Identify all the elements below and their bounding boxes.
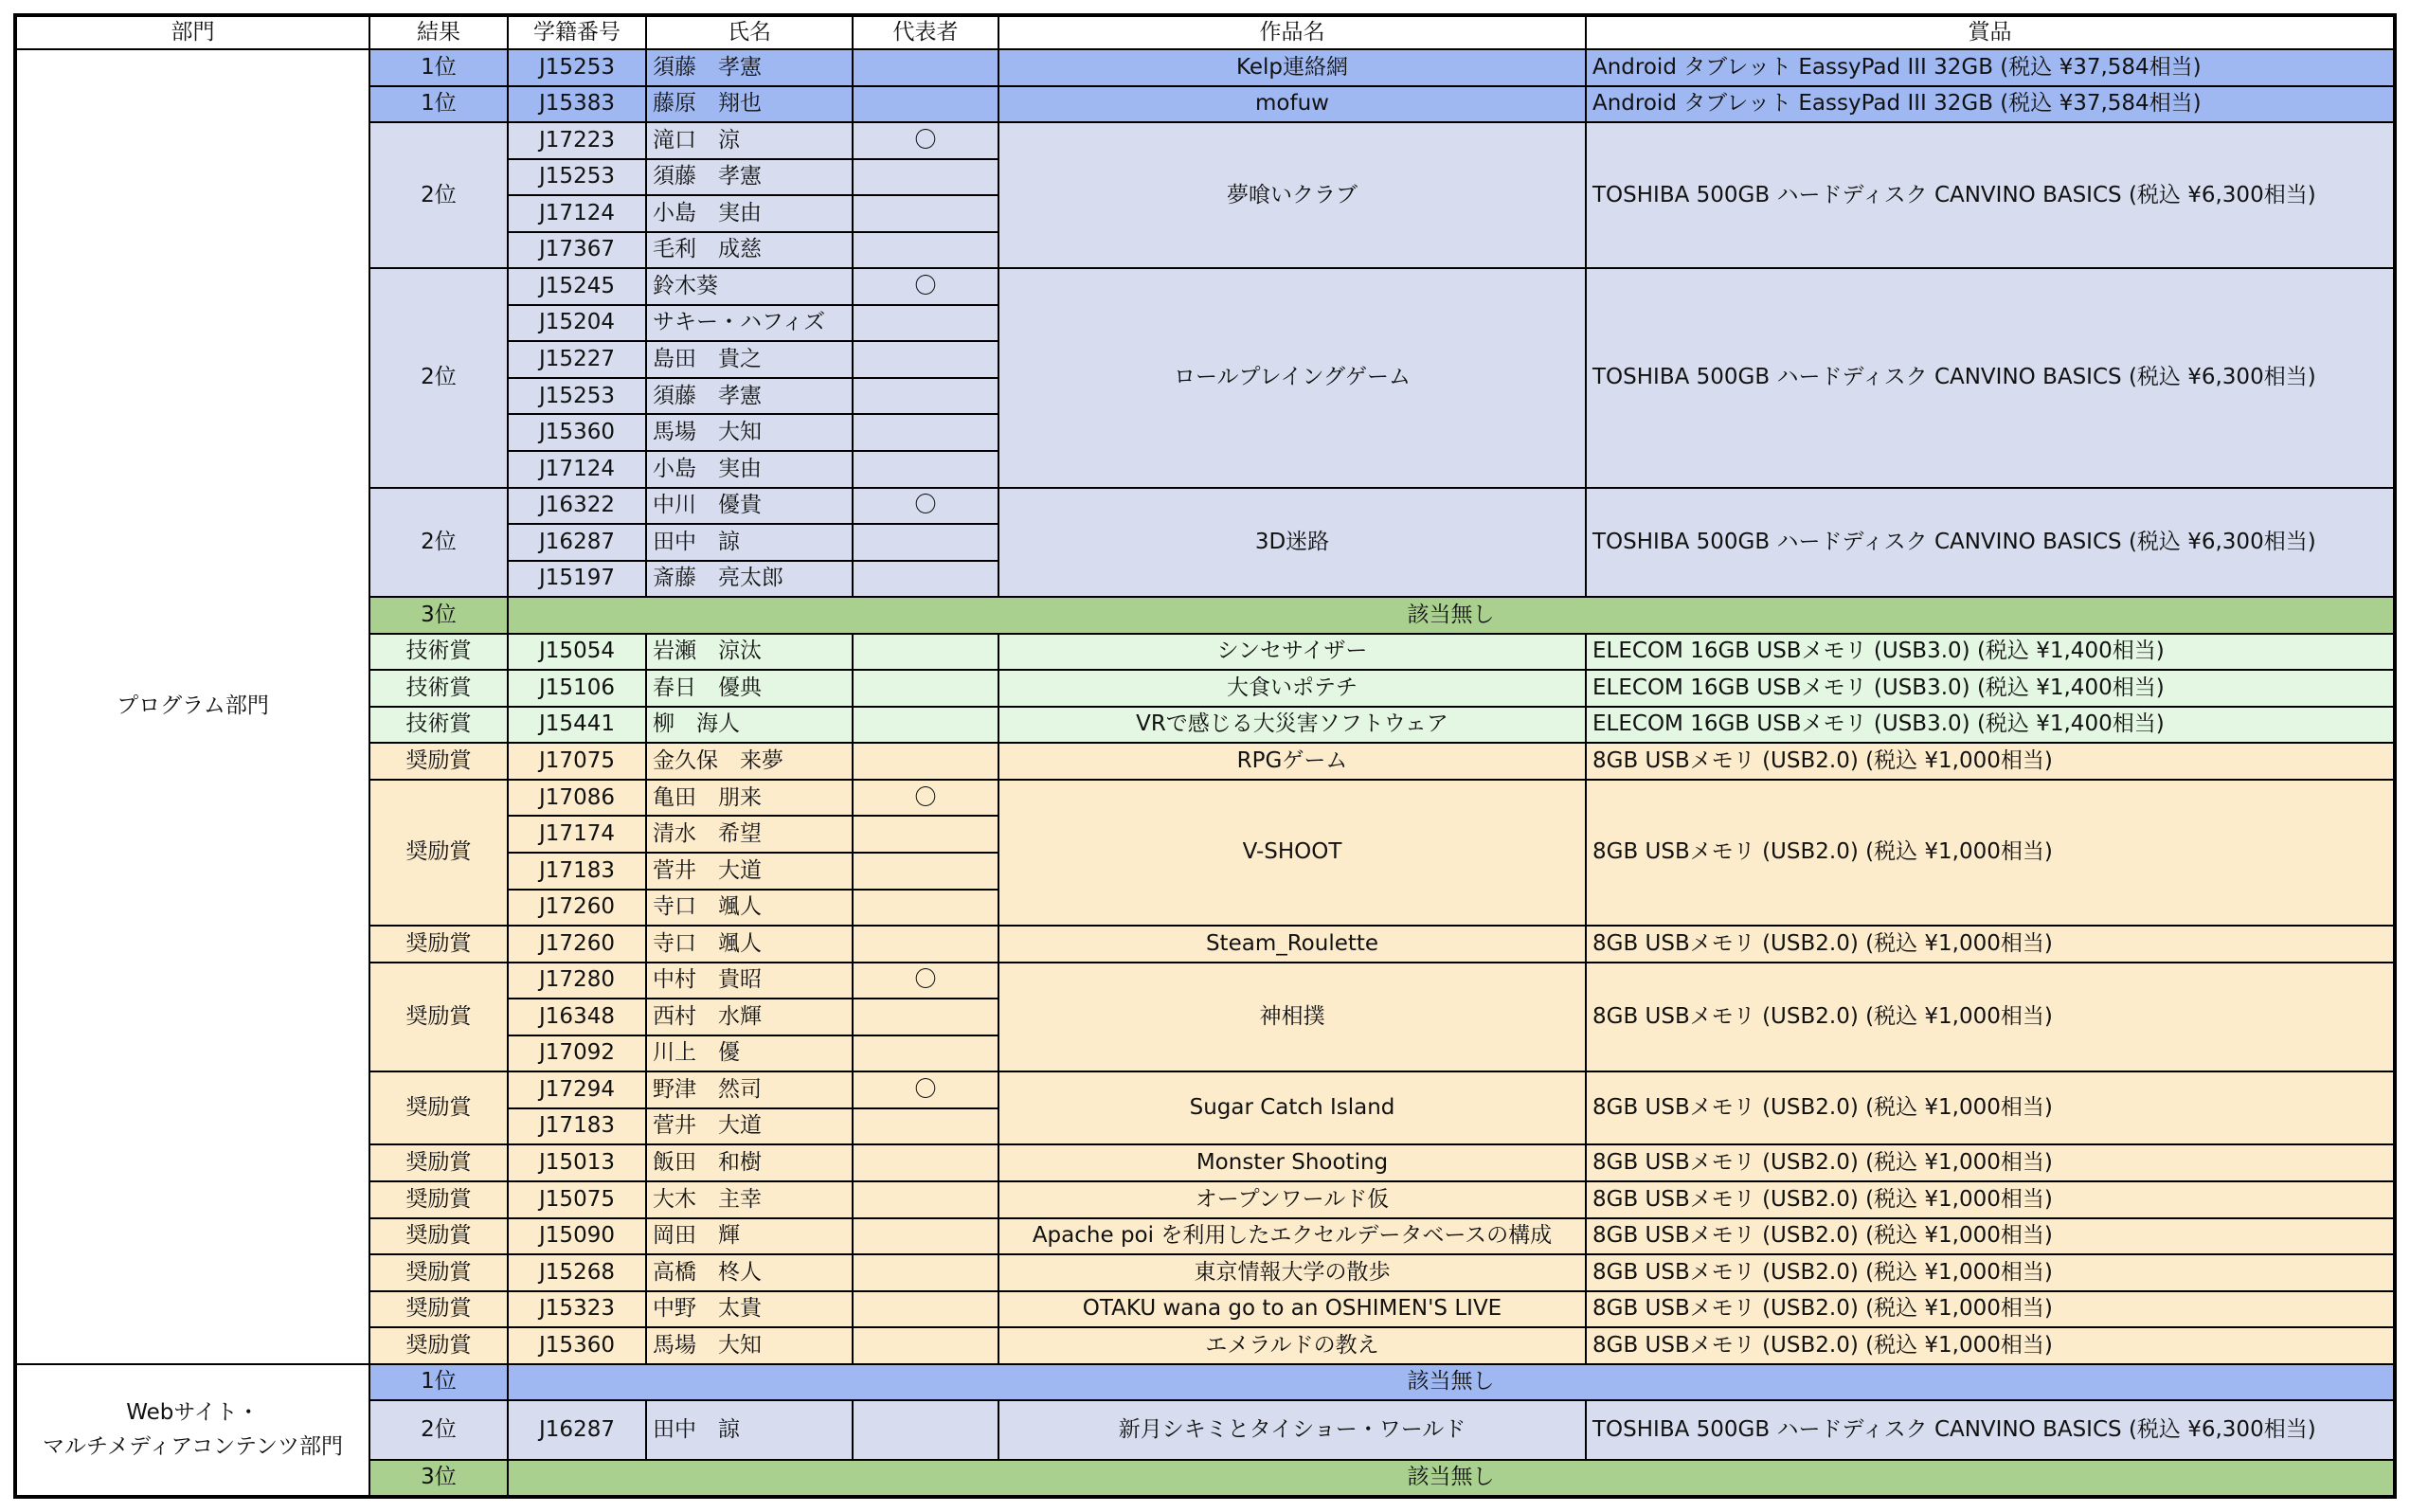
prize-cell: TOSHIBA 500GB ハードディスク CANVINO BASICS (税込 ¥6,300相当) (1586, 488, 2395, 598)
result-cell: 2位 (369, 268, 508, 487)
student-id-cell: J17280 (508, 963, 646, 999)
work-title-cell: 大食いポテチ (998, 670, 1586, 707)
student-id-cell: J15253 (508, 159, 646, 196)
table-row (15, 1364, 2395, 1401)
student-name-cell: 菅井 大道 (646, 1108, 853, 1145)
table-row (15, 1071, 2395, 1108)
table-row (15, 122, 2395, 159)
student-id-cell: J17260 (508, 890, 646, 927)
table-row (15, 488, 2395, 525)
work-title-cell: シンセサイザー (998, 634, 1586, 671)
representative-mark-cell (853, 890, 998, 927)
work-title-cell: Apache poi を利用したエクセルデータベースの構成 (998, 1218, 1586, 1255)
student-id-cell: J17086 (508, 780, 646, 817)
student-id-cell: J16348 (508, 999, 646, 1035)
work-title-cell: RPGゲーム (998, 743, 1586, 780)
table-row (15, 1181, 2395, 1218)
student-id-cell: J16287 (508, 1400, 646, 1460)
student-name-cell: 岩瀬 涼汰 (646, 634, 853, 671)
table-row (15, 1291, 2395, 1328)
student-name-cell: 鈴木葵 (646, 268, 853, 305)
representative-mark-cell (853, 49, 998, 86)
header-row (15, 15, 2395, 49)
table-body (15, 49, 2395, 1497)
representative-mark-cell (853, 561, 998, 598)
student-name-cell: 中野 太貴 (646, 1291, 853, 1328)
result-cell: 3位 (369, 597, 508, 634)
work-title-cell: オープンワールド仮 (998, 1181, 1586, 1218)
representative-mark-cell (853, 634, 998, 671)
representative-mark-cell (853, 926, 998, 963)
representative-mark-cell (853, 1144, 998, 1181)
result-cell: 技術賞 (369, 707, 508, 744)
header-representative: 代表者 (853, 15, 998, 49)
result-cell: 奨励賞 (369, 1144, 508, 1181)
prize-cell: 8GB USBメモリ (USB2.0) (税込 ¥1,000相当) (1586, 743, 2395, 780)
student-id-cell: J17183 (508, 1108, 646, 1145)
representative-mark-cell (853, 1181, 998, 1218)
work-title-cell: Kelp連絡網 (998, 49, 1586, 86)
student-id-cell: J15441 (508, 707, 646, 744)
representative-mark-cell: 〇 (853, 780, 998, 817)
student-name-cell: 滝口 涼 (646, 122, 853, 159)
student-name-cell: 野津 然司 (646, 1071, 853, 1108)
representative-mark-cell (853, 1400, 998, 1460)
student-name-cell: 金久保 来夢 (646, 743, 853, 780)
prize-cell: 8GB USBメモリ (USB2.0) (税込 ¥1,000相当) (1586, 1218, 2395, 1255)
student-id-cell: J15197 (508, 561, 646, 598)
prize-cell: 8GB USBメモリ (USB2.0) (税込 ¥1,000相当) (1586, 963, 2395, 1072)
result-cell: 1位 (369, 49, 508, 86)
table-row (15, 268, 2395, 305)
table-row (15, 670, 2395, 707)
table-row (15, 634, 2395, 671)
prize-cell: 8GB USBメモリ (USB2.0) (税込 ¥1,000相当) (1586, 926, 2395, 963)
table-row (15, 1460, 2395, 1497)
student-name-cell: 清水 希望 (646, 816, 853, 853)
student-id-cell: J15227 (508, 341, 646, 378)
student-name-cell: 小島 実由 (646, 195, 853, 232)
work-title-cell: ロールプレイングゲーム (998, 268, 1586, 487)
prize-cell: 8GB USBメモリ (USB2.0) (税込 ¥1,000相当) (1586, 1181, 2395, 1218)
result-cell: 2位 (369, 1400, 508, 1460)
student-name-cell: 寺口 颯人 (646, 926, 853, 963)
work-title-cell: Steam_Roulette (998, 926, 1586, 963)
representative-mark-cell (853, 999, 998, 1035)
student-name-cell: 須藤 孝憲 (646, 49, 853, 86)
student-id-cell: J15360 (508, 1327, 646, 1364)
student-name-cell: 斎藤 亮太郎 (646, 561, 853, 598)
table-row (15, 1327, 2395, 1364)
no-entry-cell: 該当無し (508, 1364, 2395, 1401)
student-name-cell: 須藤 孝憲 (646, 378, 853, 415)
result-cell: 1位 (369, 86, 508, 123)
student-name-cell: 小島 実由 (646, 451, 853, 488)
no-entry-cell: 該当無し (508, 1460, 2395, 1497)
table-row (15, 597, 2395, 634)
representative-mark-cell (853, 707, 998, 744)
student-id-cell: J16322 (508, 488, 646, 525)
result-cell: 2位 (369, 122, 508, 268)
student-name-cell: 岡田 輝 (646, 1218, 853, 1255)
student-name-cell: 中村 貴昭 (646, 963, 853, 999)
work-title-cell: Monster Shooting (998, 1144, 1586, 1181)
student-id-cell: J17092 (508, 1035, 646, 1072)
prize-cell: 8GB USBメモリ (USB2.0) (税込 ¥1,000相当) (1586, 1071, 2395, 1144)
work-title-cell: 東京情報大学の散歩 (998, 1254, 1586, 1291)
student-id-cell: J17294 (508, 1071, 646, 1108)
student-name-cell: 須藤 孝憲 (646, 159, 853, 196)
representative-mark-cell (853, 743, 998, 780)
department-cell: Webサイト・ マルチメディアコンテンツ部門 (15, 1364, 369, 1497)
representative-mark-cell (853, 232, 998, 269)
representative-mark-cell: 〇 (853, 268, 998, 305)
result-cell: 技術賞 (369, 634, 508, 671)
table-row (15, 1218, 2395, 1255)
work-title-cell: Sugar Catch Island (998, 1071, 1586, 1144)
student-id-cell: J15090 (508, 1218, 646, 1255)
table-row (15, 49, 2395, 86)
student-id-cell: J15253 (508, 49, 646, 86)
student-id-cell: J15253 (508, 378, 646, 415)
result-cell: 奨励賞 (369, 780, 508, 926)
student-id-cell: J15075 (508, 1181, 646, 1218)
representative-mark-cell (853, 86, 998, 123)
student-name-cell: 中川 優貴 (646, 488, 853, 525)
prize-cell: TOSHIBA 500GB ハードディスク CANVINO BASICS (税込 ¥6,300相当) (1586, 122, 2395, 268)
work-title-cell: VRで感じる大災害ソフトウェア (998, 707, 1586, 744)
result-cell: 奨励賞 (369, 743, 508, 780)
representative-mark-cell (853, 1218, 998, 1255)
representative-mark-cell (853, 305, 998, 342)
representative-mark-cell (853, 1327, 998, 1364)
header-work-title: 作品名 (998, 15, 1586, 49)
student-name-cell: 大木 主幸 (646, 1181, 853, 1218)
student-name-cell: 田中 諒 (646, 1400, 853, 1460)
department-cell: プログラム部門 (15, 49, 369, 1364)
representative-mark-cell: 〇 (853, 122, 998, 159)
student-id-cell: J15204 (508, 305, 646, 342)
table-row (15, 926, 2395, 963)
prize-cell: Android タブレット EassyPad III 32GB (税込 ¥37,584相当) (1586, 86, 2395, 123)
student-name-cell: 亀田 朋来 (646, 780, 853, 817)
prize-cell: ELECOM 16GB USBメモリ (USB3.0) (税込 ¥1,400相当) (1586, 707, 2395, 744)
student-name-cell: 寺口 颯人 (646, 890, 853, 927)
header-department: 部門 (15, 15, 369, 49)
result-cell: 奨励賞 (369, 963, 508, 1072)
result-cell: 1位 (369, 1364, 508, 1401)
student-id-cell: J17223 (508, 122, 646, 159)
result-cell: 奨励賞 (369, 926, 508, 963)
student-name-cell: 西村 水輝 (646, 999, 853, 1035)
student-name-cell: 春日 優典 (646, 670, 853, 707)
result-cell: 奨励賞 (369, 1254, 508, 1291)
result-cell: 技術賞 (369, 670, 508, 707)
prize-cell: ELECOM 16GB USBメモリ (USB3.0) (税込 ¥1,400相当) (1586, 634, 2395, 671)
representative-mark-cell (853, 195, 998, 232)
table-row (15, 780, 2395, 817)
student-name-cell: 馬場 大知 (646, 1327, 853, 1364)
student-id-cell: J15323 (508, 1291, 646, 1328)
work-title-cell: 夢喰いクラブ (998, 122, 1586, 268)
no-entry-cell: 該当無し (508, 597, 2395, 634)
representative-mark-cell (853, 1254, 998, 1291)
result-cell: 奨励賞 (369, 1327, 508, 1364)
representative-mark-cell (853, 414, 998, 451)
representative-mark-cell (853, 853, 998, 890)
result-cell: 奨励賞 (369, 1071, 508, 1144)
student-id-cell: J17367 (508, 232, 646, 269)
student-name-cell: サキー・ハフィズ (646, 305, 853, 342)
representative-mark-cell: 〇 (853, 1071, 998, 1108)
table-row (15, 707, 2395, 744)
prize-cell: TOSHIBA 500GB ハードディスク CANVINO BASICS (税込 ¥6,300相当) (1586, 1400, 2395, 1460)
work-title-cell: OTAKU wana go to an OSHIMEN'S LIVE (998, 1291, 1586, 1328)
student-name-cell: 馬場 大知 (646, 414, 853, 451)
prize-cell: 8GB USBメモリ (USB2.0) (税込 ¥1,000相当) (1586, 780, 2395, 926)
student-id-cell: J17075 (508, 743, 646, 780)
table-row (15, 86, 2395, 123)
student-id-cell: J15245 (508, 268, 646, 305)
student-id-cell: J17174 (508, 816, 646, 853)
table-row (15, 1254, 2395, 1291)
work-title-cell: 神相撲 (998, 963, 1586, 1072)
result-cell: 3位 (369, 1460, 508, 1497)
prize-cell: TOSHIBA 500GB ハードディスク CANVINO BASICS (税込 ¥6,300相当) (1586, 268, 2395, 487)
awards-table (13, 13, 2397, 1499)
representative-mark-cell (853, 524, 998, 561)
result-cell: 2位 (369, 488, 508, 598)
header-student-id: 学籍番号 (508, 15, 646, 49)
student-name-cell: 田中 諒 (646, 524, 853, 561)
representative-mark-cell (853, 159, 998, 196)
work-title-cell: 新月シキミとタイショー・ワールド (998, 1400, 1586, 1460)
prize-cell: 8GB USBメモリ (USB2.0) (税込 ¥1,000相当) (1586, 1291, 2395, 1328)
result-cell: 奨励賞 (369, 1291, 508, 1328)
table-row (15, 963, 2395, 999)
student-name-cell: 菅井 大道 (646, 853, 853, 890)
prize-cell: ELECOM 16GB USBメモリ (USB3.0) (税込 ¥1,400相当) (1586, 670, 2395, 707)
representative-mark-cell (853, 1108, 998, 1145)
student-id-cell: J15054 (508, 634, 646, 671)
student-id-cell: J17183 (508, 853, 646, 890)
student-name-cell: 藤原 翔也 (646, 86, 853, 123)
representative-mark-cell (853, 670, 998, 707)
student-id-cell: J17124 (508, 451, 646, 488)
student-id-cell: J17124 (508, 195, 646, 232)
header-prize: 賞品 (1586, 15, 2395, 49)
prize-cell: Android タブレット EassyPad III 32GB (税込 ¥37,584相当) (1586, 49, 2395, 86)
header-name: 氏名 (646, 15, 853, 49)
result-cell: 奨励賞 (369, 1218, 508, 1255)
work-title-cell: エメラルドの教え (998, 1327, 1586, 1364)
representative-mark-cell (853, 378, 998, 415)
student-id-cell: J15383 (508, 86, 646, 123)
student-name-cell: 島田 貴之 (646, 341, 853, 378)
representative-mark-cell (853, 1035, 998, 1072)
work-title-cell: V-SHOOT (998, 780, 1586, 926)
representative-mark-cell (853, 1291, 998, 1328)
student-id-cell: J15360 (508, 414, 646, 451)
representative-mark-cell: 〇 (853, 963, 998, 999)
representative-mark-cell (853, 451, 998, 488)
work-title-cell: 3D迷路 (998, 488, 1586, 598)
header-result: 結果 (369, 15, 508, 49)
representative-mark-cell: 〇 (853, 488, 998, 525)
work-title-cell: mofuw (998, 86, 1586, 123)
representative-mark-cell (853, 341, 998, 378)
student-id-cell: J17260 (508, 926, 646, 963)
table-row (15, 1400, 2395, 1460)
student-id-cell: J15013 (508, 1144, 646, 1181)
student-name-cell: 高橋 柊人 (646, 1254, 853, 1291)
student-id-cell: J15268 (508, 1254, 646, 1291)
result-cell: 奨励賞 (369, 1181, 508, 1218)
prize-cell: 8GB USBメモリ (USB2.0) (税込 ¥1,000相当) (1586, 1254, 2395, 1291)
student-id-cell: J16287 (508, 524, 646, 561)
student-name-cell: 飯田 和樹 (646, 1144, 853, 1181)
prize-cell: 8GB USBメモリ (USB2.0) (税込 ¥1,000相当) (1586, 1144, 2395, 1181)
prize-cell: 8GB USBメモリ (USB2.0) (税込 ¥1,000相当) (1586, 1327, 2395, 1364)
representative-mark-cell (853, 816, 998, 853)
student-name-cell: 毛利 成慈 (646, 232, 853, 269)
student-id-cell: J15106 (508, 670, 646, 707)
table-row (15, 1144, 2395, 1181)
student-name-cell: 柳 海人 (646, 707, 853, 744)
student-name-cell: 川上 優 (646, 1035, 853, 1072)
table-row (15, 743, 2395, 780)
